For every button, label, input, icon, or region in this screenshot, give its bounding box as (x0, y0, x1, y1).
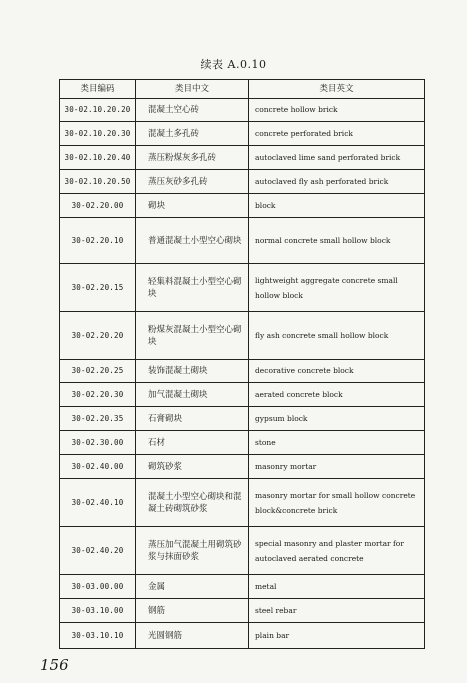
cell-code: 30-02.20.35 (60, 407, 136, 431)
cell-chinese: 砌块 (136, 194, 249, 218)
table-row (60, 455, 425, 479)
cell-english: fly ash concrete small hollow block (249, 312, 425, 360)
cell-english: special masonry and plaster mortar for autoclaved aerated concrete (249, 527, 425, 575)
header-english: 类目英文 (249, 80, 425, 99)
cell-english: steel rebar (249, 599, 425, 623)
cell-chinese: 蒸压灰砂多孔砖 (136, 170, 249, 194)
page-number: 156 (40, 656, 69, 674)
table-row (60, 99, 425, 122)
table-row (60, 264, 425, 312)
cell-code: 30-02.10.20.30 (60, 122, 136, 146)
cell-code: 30-02.20.30 (60, 383, 136, 407)
cell-english: masonry mortar for small hollow concrete block&concrete brick (249, 479, 425, 527)
table-row (60, 599, 425, 623)
table-row (60, 575, 425, 599)
cell-english: masonry mortar (249, 455, 425, 479)
table-row (60, 218, 425, 264)
cell-chinese: 石材 (136, 431, 249, 455)
cell-code: 30-02.10.20.40 (60, 146, 136, 170)
cell-chinese: 粉煤灰混凝土小型空心砌块 (136, 312, 249, 360)
cell-english: autoclaved fly ash perforated brick (249, 170, 425, 194)
table-header-row (60, 80, 425, 99)
header-chinese: 类目中文 (136, 80, 249, 99)
cell-chinese: 钢筋 (136, 599, 249, 623)
cell-code: 30-02.20.10 (60, 218, 136, 264)
cell-english: plain bar (249, 623, 425, 649)
cell-chinese: 轻集料混凝土小型空心砌块 (136, 264, 249, 312)
cell-code: 30-02.40.10 (60, 479, 136, 527)
cell-english: metal (249, 575, 425, 599)
cell-code: 30-02.20.25 (60, 360, 136, 383)
category-table (59, 79, 425, 649)
cell-english: gypsum block (249, 407, 425, 431)
cell-chinese: 光圆钢筋 (136, 623, 249, 649)
table-row (60, 146, 425, 170)
table-row (60, 383, 425, 407)
cell-chinese: 装饰混凝土砌块 (136, 360, 249, 383)
cell-code: 30-02.30.00 (60, 431, 136, 455)
table-row (60, 527, 425, 575)
table-row (60, 479, 425, 527)
cell-english: block (249, 194, 425, 218)
cell-code: 30-02.40.00 (60, 455, 136, 479)
cell-code: 30-02.20.15 (60, 264, 136, 312)
table-row (60, 431, 425, 455)
cell-chinese: 混凝土多孔砖 (136, 122, 249, 146)
cell-code: 30-02.40.20 (60, 527, 136, 575)
cell-english: autoclaved lime sand perforated brick (249, 146, 425, 170)
cell-chinese: 金属 (136, 575, 249, 599)
cell-code: 30-02.10.20.20 (60, 99, 136, 122)
cell-english: stone (249, 431, 425, 455)
table-row (60, 623, 425, 649)
table-row (60, 122, 425, 146)
cell-english: concrete perforated brick (249, 122, 425, 146)
cell-english: normal concrete small hollow block (249, 218, 425, 264)
cell-chinese: 砌筑砂浆 (136, 455, 249, 479)
cell-chinese: 混凝土小型空心砌块和混凝土砖砌筑砂浆 (136, 479, 249, 527)
cell-english: aerated concrete block (249, 383, 425, 407)
cell-english: lightweight aggregate concrete small hollow block (249, 264, 425, 312)
table-row (60, 170, 425, 194)
header-code: 类目编码 (60, 80, 136, 99)
cell-english: concrete hollow brick (249, 99, 425, 122)
cell-chinese: 石膏砌块 (136, 407, 249, 431)
cell-chinese: 普通混凝土小型空心砌块 (136, 218, 249, 264)
cell-code: 30-02.10.20.50 (60, 170, 136, 194)
cell-code: 30-03.10.10 (60, 623, 136, 649)
cell-chinese: 蒸压加气混凝土用砌筑砂浆与抹面砂浆 (136, 527, 249, 575)
cell-chinese: 混凝土空心砖 (136, 99, 249, 122)
table-title: 续表 A.0.10 (200, 58, 267, 71)
table-row (60, 407, 425, 431)
cell-code: 30-02.20.00 (60, 194, 136, 218)
table-row (60, 360, 425, 383)
table-row (60, 312, 425, 360)
cell-chinese: 加气混凝土砌块 (136, 383, 249, 407)
cell-english: decorative concrete block (249, 360, 425, 383)
cell-code: 30-03.10.00 (60, 599, 136, 623)
table-row (60, 194, 425, 218)
cell-code: 30-02.20.20 (60, 312, 136, 360)
cell-code: 30-03.00.00 (60, 575, 136, 599)
cell-chinese: 蒸压粉煤灰多孔砖 (136, 146, 249, 170)
